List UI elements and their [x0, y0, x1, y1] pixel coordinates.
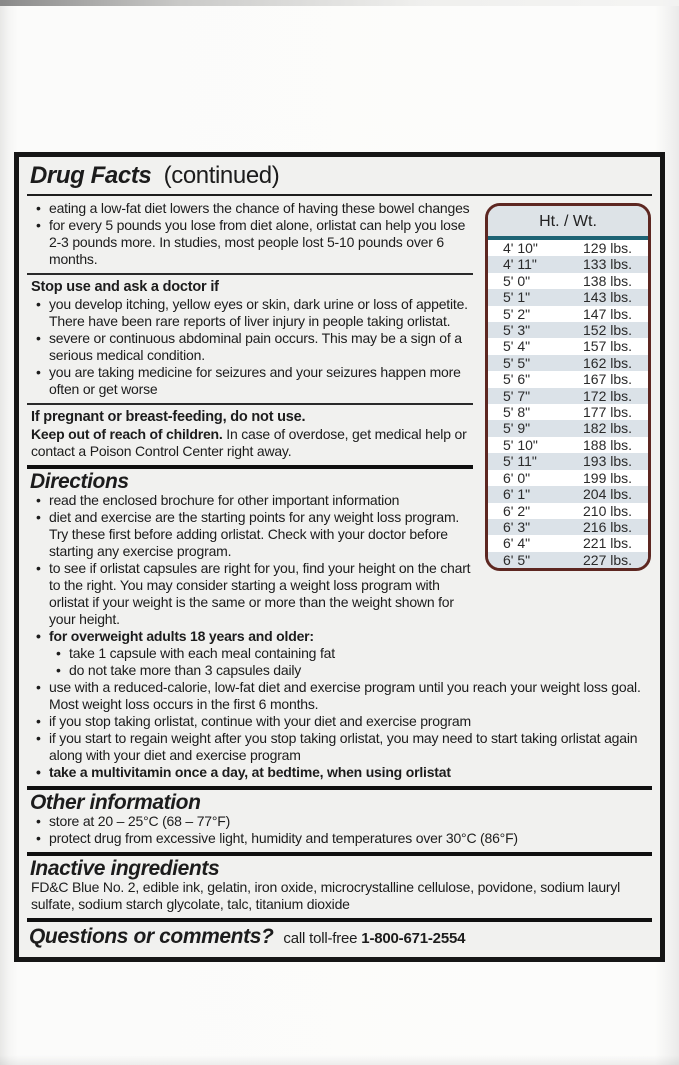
weight-value: 172 lbs. — [583, 387, 633, 404]
weight-value: 193 lbs. — [583, 453, 633, 470]
height-weight-row — [488, 519, 648, 535]
bullet-text: eating a low-fat diet lowers the chance of having these bowel changes — [49, 200, 470, 216]
list-item — [29, 200, 473, 217]
height-value: 4' 10" — [503, 240, 538, 256]
bullet-icon: • — [36, 730, 41, 746]
weight-value: 227 lbs. — [583, 551, 633, 568]
list-item — [29, 330, 473, 364]
height-value: 6' 1" — [503, 486, 531, 503]
height-weight-row — [488, 371, 648, 387]
pregnancy-warning: If pregnant or breast-feeding, do not use. — [31, 409, 306, 425]
height-value: 5' 0" — [503, 272, 531, 289]
height-value: 5' 9" — [503, 420, 531, 437]
phone-number: 1-800-671-2554 — [361, 930, 466, 947]
list-item — [29, 560, 473, 628]
weight-value: 188 lbs. — [583, 436, 633, 453]
list-item — [29, 364, 473, 398]
weight-value: 221 lbs. — [583, 535, 633, 552]
height-value: 4' 11" — [503, 256, 537, 273]
bullet-icon: • — [36, 628, 41, 644]
height-weight-row — [488, 322, 648, 338]
bullet-icon: • — [36, 560, 41, 576]
other-information-heading: Other information — [30, 791, 201, 814]
height-weight-row — [488, 289, 648, 305]
bullet-text: severe or continuous abdominal pain occurs. This may be a sign of a serious medical condition. — [49, 330, 462, 363]
questions-heading: Questions or comments? — [29, 925, 274, 948]
weight-value: 210 lbs. — [583, 502, 633, 519]
height-weight-row — [488, 486, 648, 502]
bullet-text: read the enclosed brochure for other important information — [49, 492, 400, 508]
height-value: 6' 5" — [503, 551, 531, 568]
height-weight-row — [488, 273, 648, 289]
bullet-icon: • — [36, 813, 41, 829]
list-item — [29, 813, 650, 830]
stop-use-heading: Stop use and ask a doctor if — [31, 279, 219, 295]
height-weight-row — [488, 404, 648, 420]
bullet-text: you develop itching, yellow eyes or skin, dark urine or loss of appetite. There have been rare reports of liver injury in people taking orlistat. — [49, 296, 468, 329]
list-item — [29, 296, 473, 330]
weight-value: 162 lbs. — [583, 354, 633, 371]
bullet-text: to see if orlistat capsules are right for you, find your height on the chart to the right. You may consider starting a weight loss program with orlistat if your weight is the same or more than the weight shown for your height. — [49, 560, 471, 627]
bullet-text: store at 20 – 25°C (68 – 77°F) — [49, 813, 231, 829]
weight-value: 157 lbs. — [583, 338, 633, 355]
drug-facts-panel — [14, 152, 665, 962]
height-value: 5' 11" — [503, 453, 537, 470]
inactive-ingredients-heading: Inactive ingredients — [30, 857, 220, 880]
height-value: 5' 5" — [503, 354, 531, 371]
height-weight-row — [488, 503, 648, 519]
height-value: 5' 1" — [503, 289, 531, 306]
list-item — [29, 830, 650, 847]
height-value: 5' 10" — [503, 436, 538, 453]
inactive-ingredients-list: FD&C Blue No. 2, edible ink, gelatin, iron oxide, microcrystalline cellulose, povidone, sodium lauryl sulfate, sodium starch glycolate, talc, titanium dioxide — [31, 879, 621, 912]
bullet-icon: • — [36, 217, 41, 233]
height-weight-chart-header: Ht. / Wt. — [488, 206, 648, 236]
height-weight-row — [488, 470, 648, 486]
list-item — [29, 509, 473, 560]
drug-facts-header — [27, 157, 652, 193]
height-weight-row — [488, 420, 648, 436]
bullet-text: take a multivitamin once a day, at bedtime, when using orlistat — [49, 764, 451, 780]
weight-value: 129 lbs. — [583, 240, 633, 256]
bullet-text: for overweight adults 18 years and older: — [49, 628, 314, 644]
bullet-text: take 1 capsule with each meal containing fat — [69, 645, 335, 661]
keep-out-of-reach-bold: Keep out of reach of children. — [31, 426, 223, 442]
bullet-icon: • — [36, 713, 41, 729]
bottom-edge-shadow — [0, 1055, 679, 1065]
list-item — [29, 679, 650, 713]
height-value: 6' 0" — [503, 469, 531, 486]
height-weight-row — [488, 437, 648, 453]
bullet-text: diet and exercise are the starting points for any weight loss program. Try these first before adding orlistat. Check with your doctor before starting any exercise program. — [49, 509, 460, 559]
height-value: 5' 8" — [503, 404, 531, 421]
height-weight-chart — [485, 203, 651, 571]
weight-value: 147 lbs. — [583, 305, 633, 322]
other-information-section — [27, 790, 652, 852]
height-value: 6' 4" — [503, 535, 531, 552]
height-value: 5' 7" — [503, 387, 531, 404]
bullet-icon: • — [56, 645, 61, 661]
bullet-icon: • — [36, 764, 41, 780]
bullet-text: if you stop taking orlistat, continue with your diet and exercise program — [49, 713, 471, 729]
bullet-icon: • — [36, 200, 41, 216]
height-weight-row — [488, 240, 648, 256]
height-value: 6' 3" — [503, 518, 531, 535]
height-weight-row — [488, 535, 648, 551]
bullet-icon: • — [36, 830, 41, 846]
height-weight-row — [488, 306, 648, 322]
bullet-icon: • — [36, 679, 41, 695]
drug-facts-continued: (continued) — [163, 162, 280, 189]
weight-value: 216 lbs. — [583, 518, 633, 535]
bullet-icon: • — [36, 364, 41, 380]
weight-value: 133 lbs. — [583, 256, 633, 273]
bullet-icon: • — [36, 492, 41, 508]
height-value: 5' 6" — [503, 371, 531, 388]
height-weight-row — [488, 338, 648, 354]
list-item — [49, 645, 650, 662]
bullet-icon: • — [36, 296, 41, 312]
bullet-text: use with a reduced-calorie, low-fat diet and exercise program until you reach your weight loss goal. Most weight loss occurs in the first 6 months. — [49, 679, 641, 712]
weight-value: 152 lbs. — [583, 322, 633, 339]
weight-value: 182 lbs. — [583, 420, 633, 437]
questions-section — [27, 922, 652, 954]
directions-heading: Directions — [30, 470, 129, 493]
list-item — [29, 628, 650, 645]
list-item — [29, 217, 473, 268]
bullet-text: do not take more than 3 capsules daily — [69, 662, 302, 678]
bullet-text: for every 5 pounds you lose from diet alone, orlistat can help you lose 2-3 pounds more. In studies, most people lost 5-10 pounds over 6 months. — [49, 217, 466, 267]
bullet-icon: • — [56, 662, 61, 678]
height-value: 5' 2" — [503, 305, 531, 322]
height-weight-row — [488, 453, 648, 469]
list-item — [29, 730, 650, 764]
height-weight-row — [488, 355, 648, 371]
weight-value: 177 lbs. — [583, 404, 633, 421]
height-value: 5' 3" — [503, 322, 531, 339]
height-value: 6' 2" — [503, 502, 531, 519]
overdose-text: In case of overdose, get medical help or contact a Poison Control Center right away. — [31, 426, 467, 459]
height-weight-row — [488, 388, 648, 404]
weight-value: 138 lbs. — [583, 272, 633, 289]
height-weight-row — [488, 256, 648, 272]
height-weight-rows — [488, 240, 648, 568]
weight-value: 204 lbs. — [583, 486, 633, 503]
top-edge-shadow — [0, 0, 679, 6]
bullet-icon: • — [36, 509, 41, 525]
call-toll-free-text: call toll-free — [283, 930, 358, 947]
height-weight-row — [488, 552, 648, 568]
height-value: 5' 4" — [503, 338, 531, 355]
bullet-text: if you start to regain weight after you stop taking orlistat, you may need to start taking orlistat again along with your diet and exercise program — [49, 730, 638, 763]
list-item — [49, 662, 650, 679]
list-item — [29, 492, 473, 509]
list-item — [29, 764, 650, 781]
drug-facts-title: Drug Facts — [30, 162, 152, 189]
bullet-text: you are taking medicine for seizures and your seizures happen more often or get worse — [49, 364, 461, 397]
weight-value: 199 lbs. — [583, 469, 633, 486]
list-item — [29, 713, 650, 730]
bullet-icon: • — [36, 330, 41, 346]
bullet-text: protect drug from excessive light, humidity and temperatures over 30°C (86°F) — [49, 830, 518, 846]
inactive-ingredients-section — [27, 856, 652, 918]
weight-value: 143 lbs. — [583, 289, 633, 306]
weight-value: 167 lbs. — [583, 371, 633, 388]
